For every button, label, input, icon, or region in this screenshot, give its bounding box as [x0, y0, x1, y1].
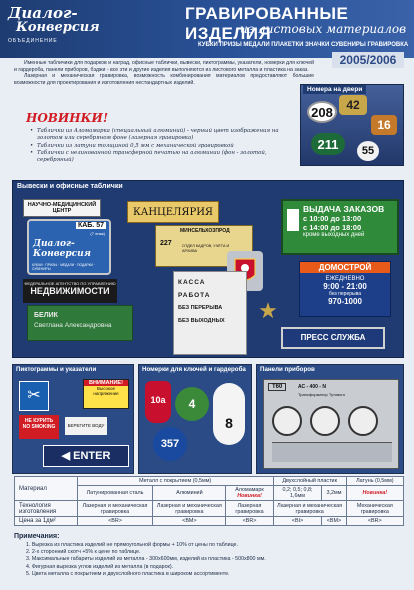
price-cell: <BM> — [322, 517, 346, 526]
key-tag-number: 8 — [225, 415, 233, 431]
sign-ministry-text: ОТДЕЛ КАДРОВ, УЧЁТА И АРХИВА — [182, 244, 230, 253]
header-banner — [0, 0, 414, 58]
key-tag — [213, 383, 245, 445]
sign-medical-center — [23, 199, 101, 217]
row-label-price: Цена за 1дм² — [15, 517, 78, 526]
signs-section-label: Вывески и офисные таблички — [17, 183, 123, 190]
sign-agency — [23, 279, 117, 303]
row-label-technology: Технология изготовления — [15, 501, 78, 517]
tech-cell: Лазерная гравировка — [226, 501, 273, 517]
tech-cell: Лазерная и механическая гравировка — [273, 501, 346, 517]
note-item: 2. 2-х сторонний скотч +5% к цене по таблице. — [26, 549, 141, 556]
key-tag — [175, 387, 209, 421]
sign-dialog-logo — [27, 219, 111, 275]
sign-agency-main: НЕДВИЖИМОСТИ — [30, 286, 110, 296]
sign-dialog-logo-text: Диалог-Конверсия — [33, 239, 91, 259]
sign-domostroy-hours: 9:00 - 21:00 — [323, 282, 367, 291]
material-cell: Алюминий — [153, 485, 226, 501]
enter-sign-text: ENTER — [73, 450, 111, 462]
sign-cash-hours: РАБОТА — [178, 292, 211, 299]
sign-agency-top: ФЕДЕРАЛЬНОЕ АГЕНТСТВО ПО УПРАВЛЕНИЮ — [24, 281, 116, 286]
novinki-heading: НОВИНКИ! — [26, 111, 109, 125]
water-sign-text: БЕРЕГИТЕ ВОДУ — [67, 423, 105, 428]
sign-press — [281, 327, 385, 349]
intro-text — [14, 60, 314, 86]
door-number-plate: 42 — [339, 95, 367, 115]
notes-heading: Примечания: — [14, 533, 60, 540]
key-tag-number: 4 — [188, 397, 196, 411]
door-number-plate: 211 — [311, 133, 345, 155]
attention-sign — [83, 379, 129, 409]
page-title: ГРАВИРОВАННЫЕ ИЗДЕЛИЯ — [185, 4, 349, 43]
key-tag-number: 357 — [160, 438, 180, 450]
intro-paragraph-2: Лазерная и механическая гравировка, возможность комбинирования материалов предоставляют большие возможности для проектирования и изготовления нестандартных изделий. — [14, 73, 314, 86]
no-smoking-sign — [19, 415, 59, 439]
door-number-plate: 208 — [307, 101, 337, 123]
signs-section — [12, 180, 404, 358]
door-number-plate: 55 — [357, 141, 379, 161]
material-cell: 3,2мм — [322, 485, 346, 501]
price-cell: <BI> — [273, 517, 322, 526]
water-sign — [65, 417, 107, 435]
intro-paragraph-1: Именные табличики для подарков и наград, офисные таблички, вывески, пиктограммы, указатели, номерки для ключей и гардероба, панели приборов, бэджи - все эти и другие изделия выполняются из листового металла и пластика на заказ. — [14, 60, 314, 73]
sign-belik-name: БЕЛИК — [34, 312, 58, 319]
material-cell: 0,2; 0,5; 0,8; 1,6мм — [273, 485, 322, 501]
row-label-material: Материал — [15, 477, 78, 501]
sign-issue-hours1: с 10:00 до 13:00 — [303, 214, 362, 223]
novinki-list — [30, 128, 300, 165]
instruments-panel — [256, 364, 404, 474]
keytags-panel — [138, 364, 252, 474]
enter-sign — [43, 445, 129, 467]
instruments-label: Панели приборов — [260, 366, 315, 373]
price-cell: <BR> — [77, 517, 153, 526]
price-table — [14, 476, 404, 526]
door-numbers-panel — [300, 84, 404, 166]
note-item: 3. Максимальные габариты изделий из металла - 300x600мм, изделий из пластика - 500x800 мм. — [26, 556, 266, 563]
sign-domostroy-break: без перерыва — [329, 291, 361, 297]
door-number-plate: 16 — [371, 115, 397, 135]
sign-belik — [27, 305, 133, 341]
instrument-panel-sub: Трансформатор Тутового — [298, 392, 345, 397]
page-subtitle: из листовых материалов — [240, 22, 407, 36]
attention-title: ВНИМАНИЕ! — [84, 380, 128, 386]
logo-line2: Конверсия — [16, 20, 100, 35]
new-badge: Новинка! — [237, 493, 262, 500]
novinki-item: • Таблички из Аломамарка (специальный алюминий) - черный цвет изображения на золотом или серебряном фоне (лазерная гравировка) — [30, 128, 300, 142]
price-cell: <BR> — [226, 517, 273, 526]
category-strip: КУБКИ ПРИЗЫ МЕДАЛИ ПЛАКЕТКИ ЗНАЧКИ СУВЕНИРЫ ГРАВИРОВКА — [198, 42, 409, 48]
no-smoking-en: NO SMOKING — [22, 424, 56, 430]
sign-cabinet-text: КАБ. 57 — [77, 222, 104, 229]
gauge-dial — [348, 406, 378, 436]
material-cell: Новинка! — [346, 485, 403, 501]
instrument-model: T60 — [268, 383, 286, 391]
tech-cell: Лазерная и механическая гравировка — [77, 501, 153, 517]
control-strip — [272, 442, 392, 462]
sign-chancellery — [127, 201, 219, 223]
sign-issue-title: ВЫДАЧА ЗАКАЗОВ — [303, 204, 385, 214]
sign-issue-hours2: с 14:00 до 18:00 — [303, 223, 362, 232]
group-brass: Латунь (0,5мм) — [346, 477, 403, 486]
sign-cash-days: БЕЗ ВЫХОДНЫХ — [178, 318, 225, 324]
toilet-pictogram — [19, 381, 49, 411]
sign-issue-days: кроме выходных дней — [303, 232, 365, 238]
key-tag — [145, 381, 171, 423]
note-item: 5. Цвета металла с покрытием и двухслойного пластика в широком ассортименте. — [26, 570, 230, 577]
gauge-dial — [272, 406, 302, 436]
tech-cell: Лазерная и механическая гравировка — [153, 501, 226, 517]
logo-line1: Диалог- — [8, 4, 78, 22]
no-smoking-ru: НЕ КУРИТЬ — [24, 418, 54, 424]
novinki-item: • Таблички с нелинованной трансферной печатью на алюминии (фон - золотой, серебряный) — [30, 150, 300, 164]
tech-cell: Механическая гравировка — [346, 501, 403, 517]
attention-sub: Высокое напряжение — [93, 386, 119, 396]
notes-list — [26, 542, 396, 578]
exit-icon — [287, 209, 299, 231]
group-metal: Металл с покрытием (0,5мм) — [77, 477, 273, 486]
novinki-item: • Таблички из латуни толщиной 0,5 мм с механической гравировкой — [30, 143, 300, 150]
sign-domostroy-daily: ЕЖЕДНЕВНО — [325, 276, 365, 282]
price-cell: <BR> — [346, 517, 403, 526]
sign-dialog-logo-sub: КУБКИ · ПРИЗЫ · МЕДАЛИ · ПОДАРКИ · СУВЕНИРЫ — [32, 263, 95, 271]
sign-order-issue — [281, 199, 399, 255]
note-item: 4. Фигурная вырезка углов изделий из металла (в подарок). — [26, 563, 174, 570]
material-cell — [226, 485, 273, 501]
sign-domostroy-logo: ДОМОСТРОЙ — [300, 262, 390, 273]
pictograms-label: Пиктограммы и указатели — [16, 366, 97, 373]
sign-domostroy — [299, 261, 391, 317]
note-item: 1. Вырезка из пластика изделий не прямоугольной формы + 10% от цены по таблице. — [26, 542, 238, 548]
sign-cash-break: БЕЗ ПЕРЕРЫВА — [178, 305, 223, 311]
group-plastic: Двухслойный пластик — [273, 477, 346, 486]
gauge-dial — [310, 406, 340, 436]
price-cell: <BM> — [153, 517, 226, 526]
instrument-panel-text: АС - 400 - N — [298, 384, 326, 390]
sign-press-text: ПРЕСС СЛУЖБА — [300, 333, 366, 342]
company-logo — [8, 6, 100, 50]
key-tag — [153, 427, 187, 461]
year-badge: 2005/2006 — [332, 52, 404, 68]
sign-cash-title: КАССА — [178, 279, 206, 286]
star-icon: ★ — [258, 298, 278, 323]
sign-cabinet-sub: (7 этаж) — [90, 231, 105, 236]
pictograms-panel — [12, 364, 134, 474]
arrow-left-icon: ◀ — [61, 450, 74, 462]
sign-cash — [173, 271, 247, 355]
sign-chancellery-text: КАНЦЕЛЯРИЯ — [133, 207, 213, 218]
material-name: Аломамарк — [235, 487, 264, 494]
sign-ministry-title: МИНСЕЛЬХОЗПРОД — [180, 228, 230, 234]
key-tag-number: 10a — [150, 395, 166, 405]
logo-line3: ОБЪЕДИНЕНИЕ — [8, 38, 58, 44]
sign-domostroy-phone: 970-1000 — [328, 297, 362, 306]
sign-star-badge — [255, 297, 281, 325]
restaurant-icon: ✂ — [27, 387, 41, 404]
sign-medical-center-text: НАУЧНО-МЕДИЦИНСКИЙ ЦЕНТР — [27, 202, 97, 214]
sign-belik-full: Светлана Александровна — [34, 322, 112, 329]
material-cell: Латунированная сталь — [77, 485, 153, 501]
door-numbers-label: Номера на двери — [303, 85, 366, 94]
keytags-label: Номерки для ключей и гардероба — [142, 366, 246, 373]
sign-ministry-number: 227 — [160, 240, 172, 247]
instrument-faceplate — [263, 379, 399, 469]
